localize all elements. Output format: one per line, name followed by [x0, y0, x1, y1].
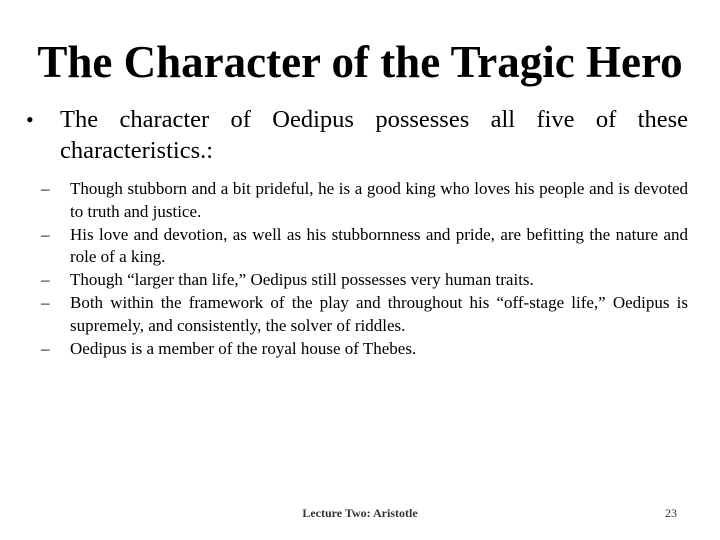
- list-item: [41, 338, 688, 361]
- main-bullet-text: The character of Oedipus possesses all five of these characteristics.:: [60, 106, 688, 164]
- dash-mark: –: [41, 338, 50, 358]
- dash-mark: –: [41, 293, 50, 312]
- list-item-text: Though stubborn and a bit prideful, he is a good king who loves his people and is devoted to truth and justice.: [70, 179, 688, 221]
- list-item: [41, 224, 688, 269]
- dash-mark: –: [41, 270, 50, 289]
- subpoint-list: [41, 178, 688, 360]
- list-item-text: Both within the framework of the play and throughout his “off-stage life,” Oedipus is supremely, and consistently, the solver of riddles.: [70, 293, 688, 335]
- list-item-text: His love and devotion, as well as his stubbornness and pride, are befitting the nature and role of a king.: [70, 224, 688, 266]
- list-item: [41, 292, 688, 337]
- dash-mark: –: [41, 179, 50, 198]
- dash-mark: –: [41, 224, 50, 244]
- page-number: 23: [665, 506, 677, 520]
- list-item-text: Though “larger than life,” Oedipus still possesses very human traits.: [70, 270, 534, 289]
- footer-lecture-label: Lecture Two: Aristotle: [302, 506, 418, 520]
- main-bullet: [26, 104, 688, 166]
- slide-body: [26, 104, 688, 361]
- bullet-mark: •: [26, 107, 34, 132]
- list-item: [41, 269, 688, 292]
- slide-title: The Character of the Tragic Hero: [37, 37, 683, 87]
- list-item: [41, 178, 688, 223]
- list-item-text: Oedipus is a member of the royal house of Thebes.: [70, 338, 417, 358]
